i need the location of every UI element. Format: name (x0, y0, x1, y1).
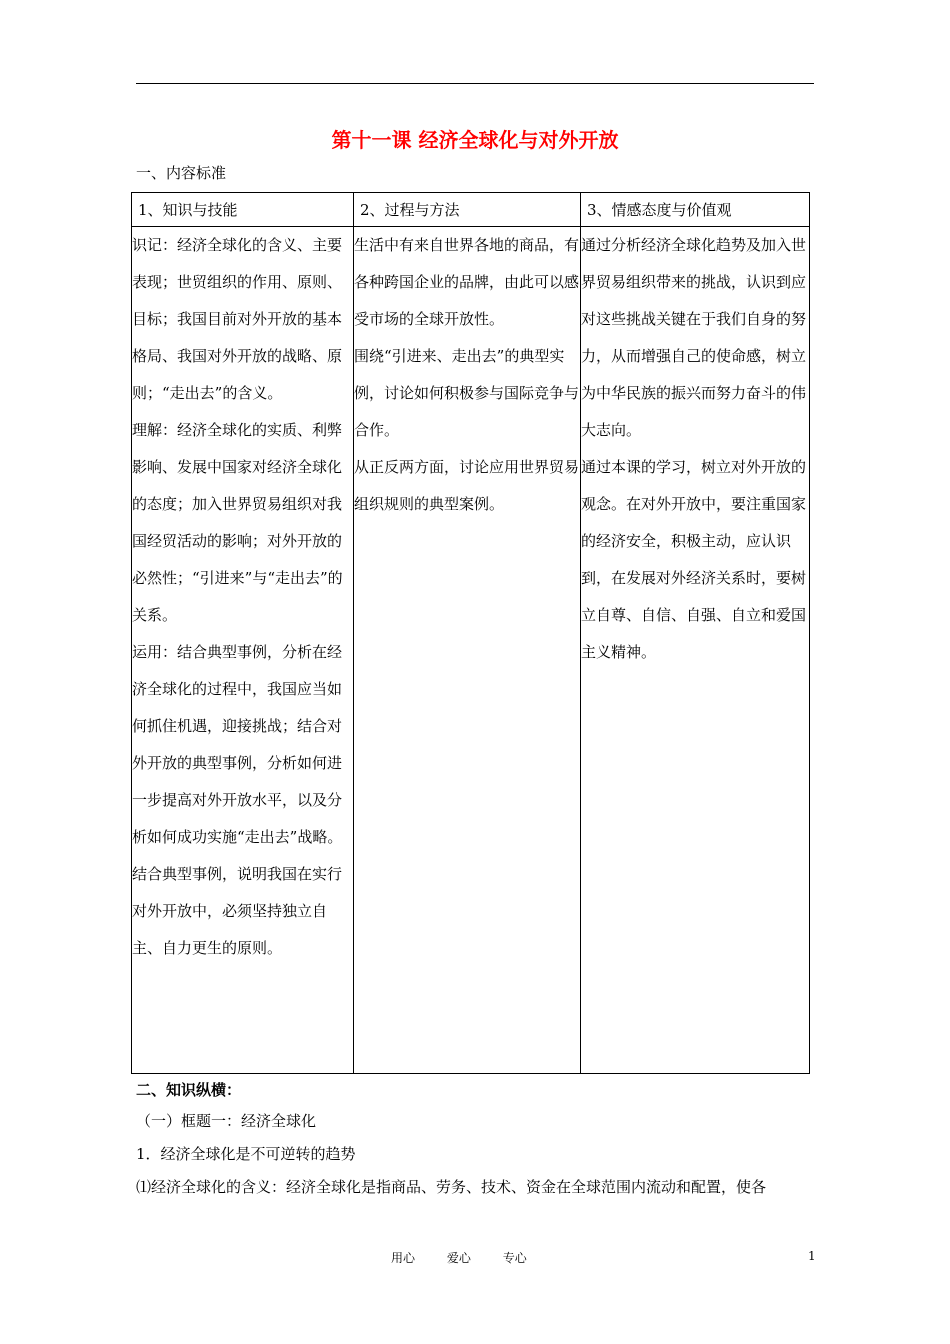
text-memorize: 识记：经济全球化的含义、主要表现；世贸组织的作用、原则、目标；我国目前对外开放的基本格局、我国对外开放的战略、原则；“走出去”的含义。 (132, 236, 343, 402)
header-knowledge-skills: 1、知识与技能 (132, 193, 354, 227)
footer-motto (391, 1249, 555, 1266)
text-example: 结合典型事例，说明我国在实行对外开放中，必须坚持独立自主、自力更生的原则。 (132, 865, 343, 957)
footer-motto-3: 专心 (502, 1251, 527, 1265)
text-understand: 理解：经济全球化的实质、利弊影响、发展中国家对经济全球化的态度；加入世界贸易组织对我国经贸活动的影响；对外开放的必然性；“引进来”与“走出去”的关系。 (132, 421, 343, 624)
text-process-2: 围绕“引进来、走出去”的典型实例，讨论如何积极参与国际竞争与合作。 (354, 347, 580, 439)
header-rule (136, 83, 814, 84)
footer-motto-1: 用心 (391, 1251, 416, 1265)
table-body-row (132, 227, 810, 1074)
section-heading-knowledge: 二、知识纵横： (136, 1081, 242, 1099)
content-standard-table (131, 192, 810, 1074)
table-header-row (132, 193, 810, 227)
text-values-2: 通过本课的学习，树立对外开放的观念。在对外开放中，要注重国家的经济安全，积极主动，应认识到，在发展对外经济关系时，要树立自尊、自信、自强、自立和爱国主义精神。 (581, 458, 807, 661)
cell-knowledge-skills (132, 227, 354, 1074)
header-process-methods: 2、过程与方法 (354, 193, 581, 227)
text-process-3: 从正反两方面，讨论应用世界贸易组织规则的典型案例。 (354, 458, 580, 513)
point-heading: 1．经济全球化是不可逆转的趋势 (136, 1145, 356, 1163)
text-process-1: 生活中有来自世界各地的商品，有各种跨国企业的品牌，由此可以感受市场的全球开放性。 (354, 236, 580, 328)
text-apply: 运用：结合典型事例，分析在经济全球化的过程中，我国应当如何抓住机遇，迎接挑战；结合对外开放的典型事例，分析如何进一步提高对外开放水平，以及分析如何成功实施“走出去”战略。 (132, 643, 343, 846)
section-heading-content-standard: 一、内容标准 (136, 164, 227, 182)
cell-attitudes-values (581, 227, 810, 1074)
lesson-title: 第十一课 经济全球化与对外开放 (331, 128, 619, 152)
page-number: 1 (808, 1249, 816, 1263)
definition-paragraph: ⑴经济全球化的含义：经济全球化是指商品、劳务、技术、资金在全球范围内流动和配置，使各 (136, 1178, 767, 1196)
text-values-1: 通过分析经济全球化趋势及加入世界贸易组织带来的挑战，认识到应对这些挑战关键在于我们自身的努力，从而增强自己的使命感，树立为中华民族的振兴而努力奋斗的伟大志向。 (581, 236, 807, 439)
header-attitudes-values: 3、情感态度与价值观 (581, 193, 810, 227)
cell-process-methods (354, 227, 581, 1074)
subsection-heading: （一）框题一：经济全球化 (136, 1112, 317, 1130)
footer-motto-2: 爱心 (446, 1251, 471, 1265)
